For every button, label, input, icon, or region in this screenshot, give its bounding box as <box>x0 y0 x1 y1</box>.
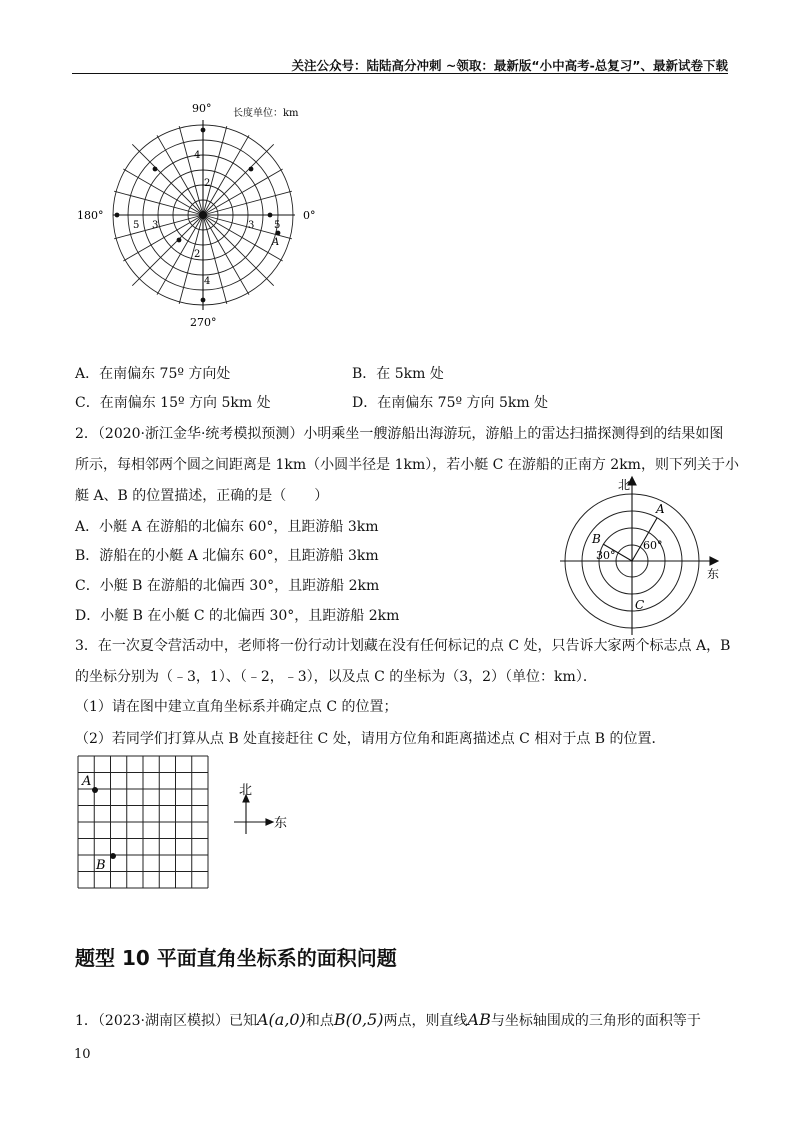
q3-stem-line1: 3．在一次夏令营活动中，老师将一份行动计划藏在没有任何标记的点 C 处，只告诉大家两个标志点 A，B <box>75 638 731 654</box>
grid-point-b: B <box>96 858 106 873</box>
ring-label-down2: 2 <box>194 249 201 260</box>
radar-figure <box>560 475 730 640</box>
header-rule <box>72 73 728 74</box>
polar-ray <box>123 169 203 215</box>
radar-point-b: B <box>592 532 601 546</box>
ring-label-left3: 3 <box>152 220 159 231</box>
q4-mid: 和点 <box>305 1013 334 1029</box>
q3-sub1: （1）请在图中建立直角坐标系并确定点 C 的位置； <box>75 699 398 715</box>
q1-option-b: B．在 5km 处 <box>352 366 444 382</box>
point-a-label: A <box>272 237 280 248</box>
polar-ray <box>132 144 203 215</box>
q3-stem-line2: 的坐标分别为（﹣3，1）、（﹣2，﹣3），以及点 C 的坐标为（3，2）（单位：km）． <box>75 669 597 685</box>
angle-180-label: 180° <box>77 209 104 222</box>
page-number: 10 <box>74 1047 91 1062</box>
polar-ray <box>157 135 203 215</box>
polar-grid-figure <box>75 100 335 330</box>
radar-point-a: A <box>656 502 665 516</box>
angle-90-label: 90° <box>192 102 212 115</box>
ring-label-up4: 4 <box>194 150 201 161</box>
q2-stem-line2: 所示，每相邻两个圆之间距离是 1km（小圆半径是 1km），若小艇 C 在游船的正南方 2km，则下列关于小 <box>75 457 739 473</box>
radar-north-label: 北 <box>618 478 631 492</box>
q2-option-d: D．小艇 B 在小艇 C 的北偏西 30°，且距游船 2km <box>75 608 400 624</box>
polar-ray <box>203 135 249 215</box>
q1-option-c: C．在南偏东 15º 方向 5km 处 <box>75 395 271 411</box>
q4-prefix: 1．（2023·湖南区模拟）已知 <box>75 1013 257 1029</box>
q2-stem-line3: 艇 A、B 的位置描述，正确的是（ ） <box>75 488 329 504</box>
radar-east-label: 东 <box>707 567 720 581</box>
q2-option-b: B．游船在的小艇 A 北偏东 60°，且距游船 3km <box>75 548 379 564</box>
q2-option-a: A．小艇 A 在游船的北偏东 60°，且距游船 3km <box>75 519 379 535</box>
polar-ray <box>203 169 283 215</box>
ring-label-right3: 3 <box>248 220 255 231</box>
radar-angle-30: 30° <box>596 549 616 562</box>
ring-label-up2: 2 <box>204 178 211 189</box>
polar-ray <box>203 144 274 215</box>
polar-ray <box>203 215 283 261</box>
grid-point-a: A <box>82 774 92 789</box>
ring-label-left5: 5 <box>133 220 140 231</box>
angle-0-label: 0° <box>303 209 316 222</box>
q4-point-a: A(a,0) <box>257 1010 306 1029</box>
q4-line-ab: AB <box>467 1010 491 1029</box>
ring-label-right5: 5 <box>274 220 281 231</box>
unit-note: 长度单位：km <box>233 108 299 119</box>
q4-stem <box>75 1010 701 1031</box>
angle-270-label: 270° <box>190 316 217 329</box>
q3-sub2: （2）若同学们打算从点 B 处直接赶往 C 处，请用方位角和距离描述点 C 相对于点 B 的位置． <box>75 731 666 747</box>
ring-label-down4: 4 <box>204 276 211 287</box>
polar-ray <box>203 215 274 286</box>
grid-east-label: 东 <box>274 816 288 831</box>
q1-option-d: D．在南偏东 75º 方向 5km 处 <box>352 395 549 411</box>
page-header: 关注公众号：陆陆高分冲刺 ~领取：最新版“小中高考-总复习”、最新试卷下载 <box>291 58 728 73</box>
q4-point-b: B(0,5) <box>333 1010 384 1029</box>
q4-mid2: 两点，则直线 <box>383 1013 468 1029</box>
polar-ray <box>132 215 203 286</box>
grid-north-label: 北 <box>239 783 253 798</box>
section-title: 题型 10 平面直角坐标系的面积问题 <box>75 946 397 970</box>
coordinate-grid-figure <box>76 754 296 894</box>
radar-point-c: C <box>635 598 645 612</box>
radar-angle-60: 60° <box>643 539 663 552</box>
q2-stem-line1: 2．（2020·浙江金华·统考模拟预测）小明乘坐一艘游船出海游玩，游船上的雷达扫描探测得到的结果如图 <box>75 426 724 442</box>
q1-option-a: A．在南偏东 75º 方向处 <box>75 366 231 382</box>
q4-suffix: 与坐标轴围成的三角形的面积等于 <box>490 1013 701 1029</box>
q2-option-c: C．小艇 B 在游船的北偏西 30°，且距游船 2km <box>75 578 380 594</box>
